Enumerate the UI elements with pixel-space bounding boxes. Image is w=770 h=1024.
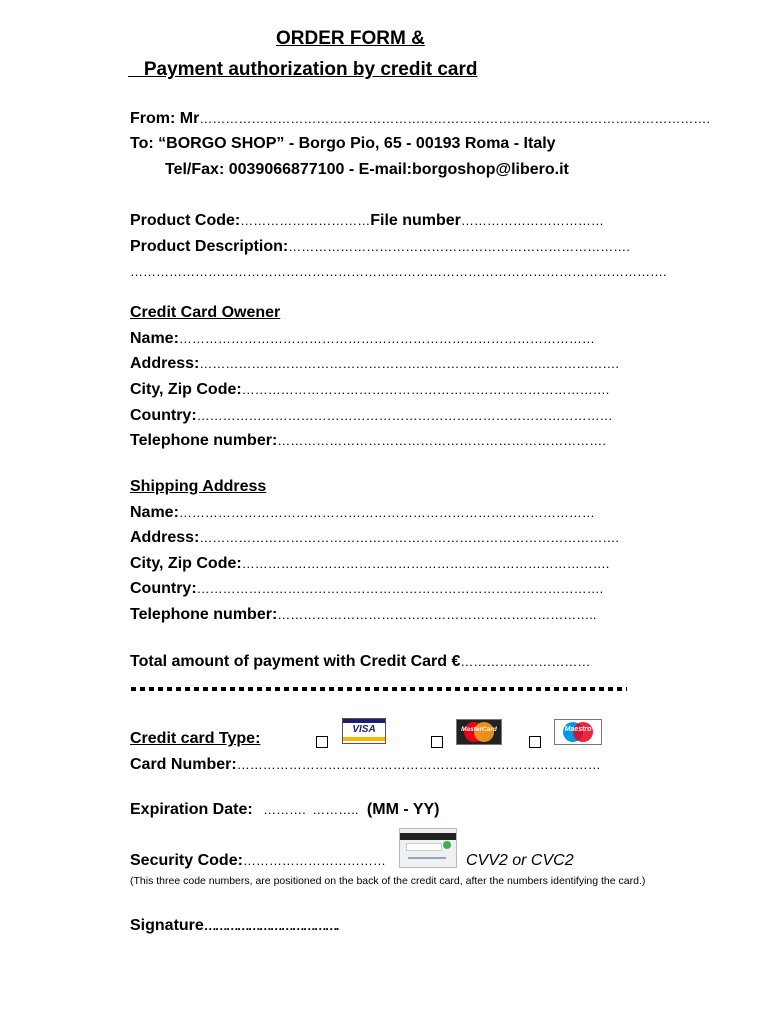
expiration-row <box>130 801 440 819</box>
card-type-label: Credit card Type: <box>130 730 261 747</box>
mastercard-logo <box>456 719 502 745</box>
shipping-address-dots[interactable]: ……………………………………………………………………………………. <box>199 530 619 545</box>
visa-text: VISA <box>352 724 376 735</box>
owner-name-dots[interactable]: …………………………………………………………………………………… <box>178 331 595 346</box>
signature-label: Signature <box>130 917 204 934</box>
shipping-country-row <box>130 580 603 598</box>
separator-line <box>131 687 627 691</box>
security-code-label: Security Code: <box>130 852 243 869</box>
mastercard-checkbox[interactable] <box>431 736 443 748</box>
expiration-year-dots[interactable]: ……….. <box>312 802 359 817</box>
shipping-city-label: City, Zip Code: <box>130 555 242 572</box>
card-back-line <box>408 857 446 859</box>
product-code-label: Product Code: <box>130 212 241 229</box>
shipping-telephone-dots[interactable]: ……………………………………………………………….. <box>277 607 597 622</box>
visa-checkbox[interactable] <box>316 736 328 748</box>
security-code-dots[interactable]: …………………………… <box>242 853 386 868</box>
total-amount-row <box>130 653 590 671</box>
owner-address-dots[interactable]: ……………………………………………………………………………………. <box>199 356 619 371</box>
to-line: To: “BORGO SHOP” - Borgo Pio, 65 - 00193 Roma - Italy <box>130 135 556 152</box>
total-amount-dots[interactable]: ………………………… <box>460 654 591 669</box>
card-number-row <box>130 756 601 774</box>
from-dots[interactable]: ………………………………………………………………………………………………………. <box>199 111 710 126</box>
signature-dots[interactable]: ………………………………. <box>203 918 338 933</box>
signature-row <box>130 917 337 935</box>
from-label: From: Mr <box>130 110 200 127</box>
product-description-dots-2[interactable]: ……………………………………………………………………………………………………………. <box>130 264 667 279</box>
file-number-label: File number <box>370 212 461 229</box>
shipping-telephone-row <box>130 606 597 624</box>
shipping-telephone-label: Telephone number: <box>130 606 278 623</box>
owner-address-label: Address: <box>130 355 200 372</box>
owner-name-label: Name: <box>130 330 179 347</box>
expiration-format: (MM - YY) <box>366 801 440 818</box>
owner-city-row <box>130 381 609 399</box>
form-subtitle: Payment authorization by credit card <box>128 59 478 80</box>
maestro-checkbox[interactable] <box>529 736 541 748</box>
mastercard-text: MasterCard <box>461 726 497 733</box>
shipping-name-row <box>130 504 595 522</box>
product-description-row <box>130 238 630 256</box>
visa-stripe-bottom <box>343 737 385 741</box>
from-field <box>130 110 710 128</box>
shipping-country-dots[interactable]: …………………………………………………………………………………. <box>196 581 604 596</box>
product-code-dots[interactable]: ………………………… <box>240 213 371 228</box>
expiration-label: Expiration Date: <box>130 801 253 818</box>
form-title: ORDER FORM & <box>276 28 425 49</box>
shipping-section-title: Shipping Address <box>130 478 267 495</box>
owner-telephone-dots[interactable]: …………………………………………………………………. <box>277 433 606 448</box>
product-description-dots[interactable]: ……………………………………………………………………. <box>288 239 630 254</box>
cvv-label: CVV2 or CVC2 <box>466 852 574 869</box>
shipping-name-label: Name: <box>130 504 179 521</box>
card-number-dots[interactable]: ………………………………………………………………………… <box>236 757 601 772</box>
shipping-address-label: Address: <box>130 529 200 546</box>
tel-line: Tel/Fax: 0039066877100 - E-mail:borgoshop@libero.it <box>165 161 569 178</box>
maestro-logo <box>554 719 602 745</box>
card-number-label: Card Number: <box>130 756 237 773</box>
product-code-row <box>130 212 604 230</box>
owner-city-label: City, Zip Code: <box>130 381 242 398</box>
maestro-text: Maestro <box>564 726 592 733</box>
security-code-row <box>130 852 386 870</box>
owner-telephone-row <box>130 432 606 450</box>
owner-country-label: Country: <box>130 407 197 424</box>
visa-logo <box>342 718 386 744</box>
owner-city-dots[interactable]: …………………………………………………………………………. <box>241 382 610 397</box>
security-code-note: (This three code numbers, are positioned on the back of the credit card, after the numbers identifying the card.) <box>130 875 646 887</box>
card-back-signature-strip <box>406 843 442 851</box>
shipping-name-dots[interactable]: …………………………………………………………………………………… <box>178 505 595 520</box>
card-back-cvv-circle <box>443 841 451 849</box>
file-number-dots[interactable]: …………………………… <box>460 213 604 228</box>
shipping-city-row <box>130 555 609 573</box>
total-amount-label: Total amount of payment with Credit Card € <box>130 653 461 670</box>
shipping-city-dots[interactable]: …………………………………………………………………………. <box>241 556 610 571</box>
owner-section-title: Credit Card Owener <box>130 304 281 321</box>
expiration-month-dots[interactable]: ………. <box>263 802 306 817</box>
owner-address-row <box>130 355 619 373</box>
owner-country-row <box>130 407 613 425</box>
card-back-image <box>399 828 457 868</box>
owner-name-row <box>130 330 595 348</box>
shipping-address-row <box>130 529 619 547</box>
product-description-label: Product Description: <box>130 238 289 255</box>
owner-country-dots[interactable]: …………………………………………………………………………………… <box>196 408 613 423</box>
shipping-country-label: Country: <box>130 580 197 597</box>
card-back-magstripe <box>400 833 456 840</box>
owner-telephone-label: Telephone number: <box>130 432 278 449</box>
